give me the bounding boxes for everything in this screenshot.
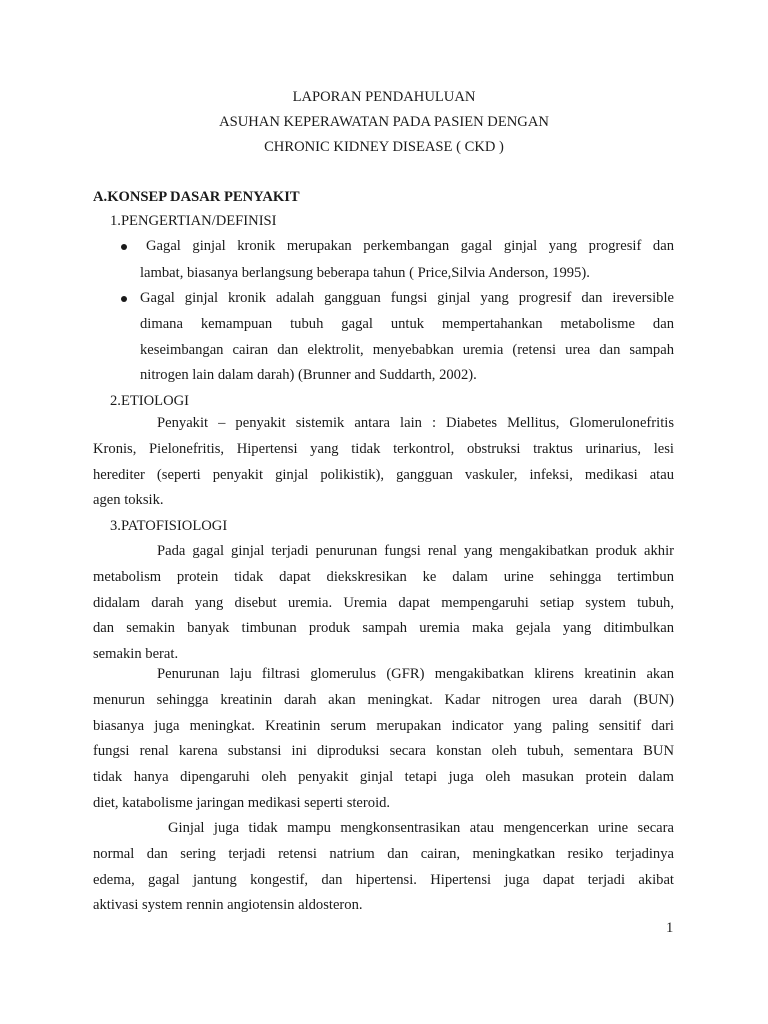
subheading-patofisiologi: 3.PATOFISIOLOGI <box>110 518 228 534</box>
subheading-pengertian: 1.PENGERTIAN/DEFINISI <box>110 213 277 229</box>
patofisiologi-p3-line: Ginjal juga tidak mampu mengkonsentrasikan atau mengencerkan urine secara <box>168 820 674 836</box>
patofisiologi-p1-line: semakin berat. <box>93 646 179 662</box>
patofisiologi-p3-line: edema, gagal jantung kongestif, dan hipertensi. Hipertensi juga dapat terjadi akibat <box>93 872 674 888</box>
bullet2-line: Gagal ginjal kronik adalah gangguan fungsi ginjal yang progresif dan ireversible <box>140 290 674 306</box>
patofisiologi-p1-line: didalam darah yang disebut uremia. Uremia dapat mempengaruhi setiap system tubuh, <box>93 595 674 611</box>
patofisiologi-p2-line: biasanya juga meningkat. Kreatinin serum merupakan indicator yang paling sensitif dari <box>93 718 674 734</box>
etiologi-line: Kronis, Pielonefritis, Hipertensi yang tidak terkontrol, obstruksi traktus urinarius, lesi <box>93 441 674 457</box>
etiologi-line: herediter (seperti penyakit ginjal polikistik), gangguan vaskuler, infeksi, medikasi atau <box>93 467 674 483</box>
subheading-etiologi: 2.ETIOLOGI <box>110 393 190 409</box>
patofisiologi-p2-line: fungsi renal karena substansi ini diproduksi secara konstan oleh tubuh, sementara BUN <box>93 743 674 759</box>
bullet1-line: Gagal ginjal kronik merupakan perkembangan gagal ginjal yang progresif dan <box>146 238 674 254</box>
page-number: 1 <box>666 920 674 936</box>
patofisiologi-p3-line: aktivasi system rennin angiotensin aldosteron. <box>93 897 363 913</box>
patofisiologi-p2-line: Penurunan laju filtrasi glomerulus (GFR) mengakibatkan klirens kreatinin akan <box>157 666 674 682</box>
bullet2-line: keseimbangan cairan dan elektrolit, menyebabkan uremia (retensi urea dan sampah <box>140 342 674 358</box>
patofisiologi-p2-line: tidak hanya dipengaruhi oleh penyakit ginjal tetapi juga oleh masukan protein dalam <box>93 769 674 785</box>
bullet2-line: dimana kemampuan tubuh gagal untuk mempertahankan metabolisme dan <box>140 316 674 332</box>
patofisiologi-p1-line: metabolism protein tidak dapat diekskresikan ke dalam urine sehingga tertimbun <box>93 569 674 585</box>
patofisiologi-p2-line: diet, katabolisme jaringan medikasi seperti steroid. <box>93 795 391 811</box>
title-line-3: CHRONIC KIDNEY DISEASE ( CKD ) <box>264 139 504 155</box>
title-line-2: ASUHAN KEPERAWATAN PADA PASIEN DENGAN <box>219 114 549 130</box>
bullet-icon <box>121 244 127 250</box>
title-line-1: LAPORAN PENDAHULUAN <box>292 89 476 105</box>
patofisiologi-p1-line: Pada gagal ginjal terjadi penurunan fungsi renal yang mengakibatkan produk akhir <box>157 543 674 559</box>
etiologi-line: Penyakit – penyakit sistemik antara lain : Diabetes Mellitus, Glomerulonefritis <box>157 415 674 431</box>
bullet1-line: lambat, biasanya berlangsung beberapa tahun ( Price,Silvia Anderson, 1995). <box>140 265 590 281</box>
patofisiologi-p1-line: dan semakin banyak timbunan produk sampah uremia maka gejala yang ditimbulkan <box>93 620 674 636</box>
bullet2-line: nitrogen lain dalam darah) (Brunner and Suddarth, 2002). <box>140 367 477 383</box>
bullet-icon <box>121 296 127 302</box>
patofisiologi-p2-line: menurun sehingga kreatinin darah akan meningkat. Kadar nitrogen urea darah (BUN) <box>93 692 674 708</box>
etiologi-line: agen toksik. <box>93 492 164 508</box>
patofisiologi-p3-line: normal dan sering terjadi retensi natrium dan cairan, meningkatkan resiko terjadinya <box>93 846 674 862</box>
section-a-heading: A.KONSEP DASAR PENYAKIT <box>93 189 300 205</box>
